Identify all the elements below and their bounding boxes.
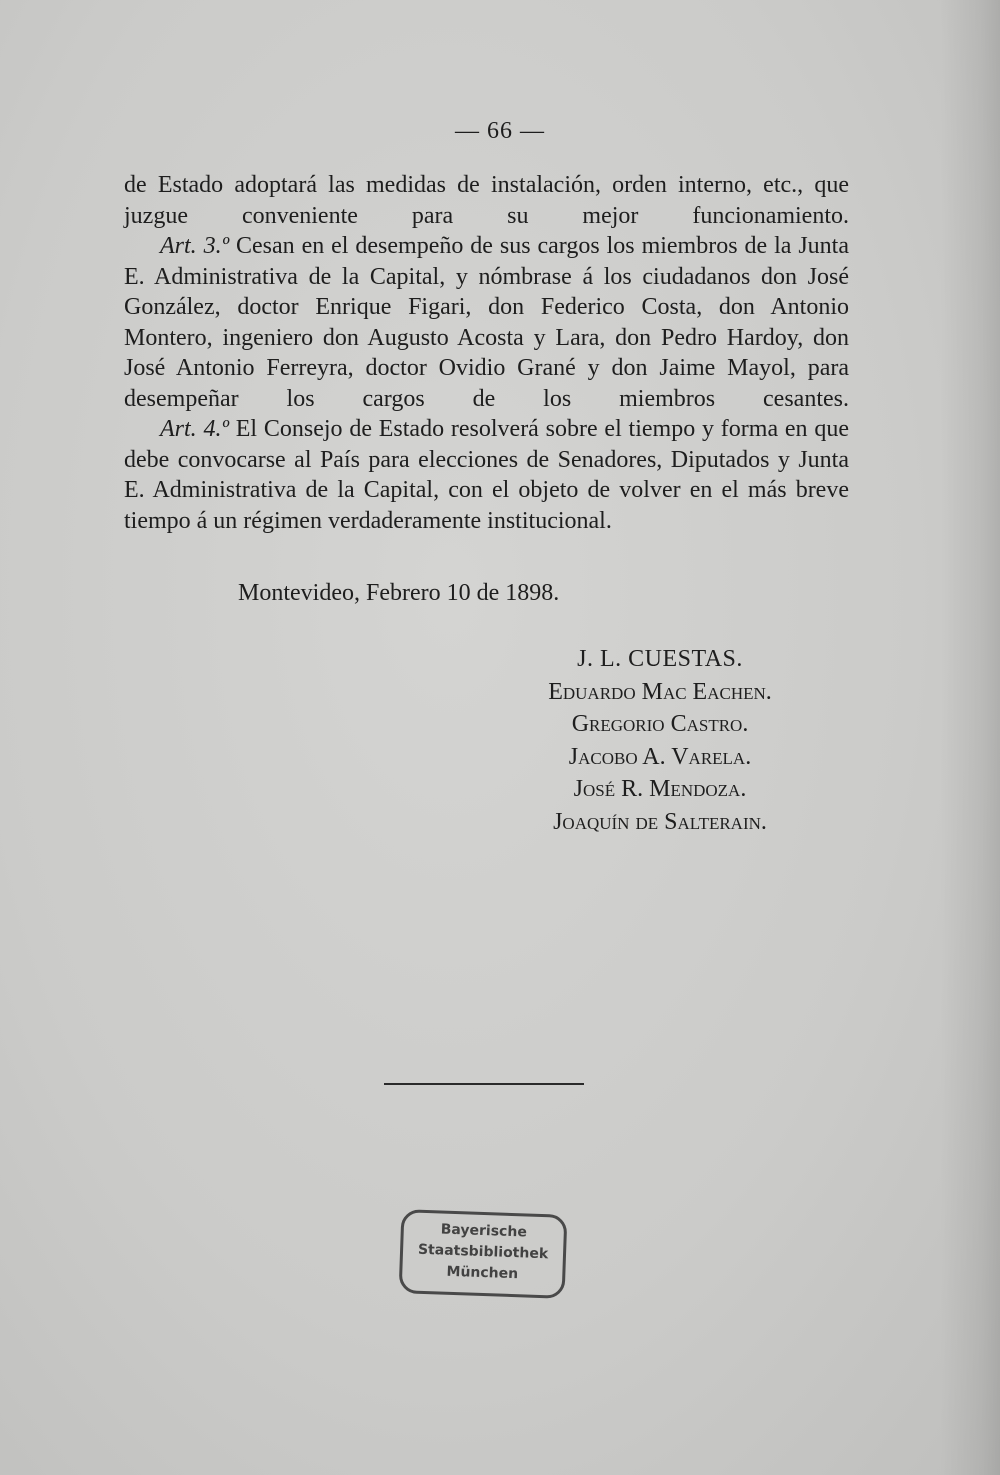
library-stamp — [399, 1209, 568, 1299]
signature-salterain: Joaquín de Salterain. — [553, 808, 767, 835]
signature-castro: Gregorio Castro. — [571, 711, 749, 737]
signature-varela: Jacobo A. Varela. — [568, 743, 752, 770]
paragraph-text: Cesan en el desempeño de sus cargos los miembros de la Junta E. Administrativa de la Capital, y nómbrase á los ciudadanos don José González, doctor Enrique Figari, don Federico Costa, don Antonio Montero, ingeniero don Augusto Acosta y Lara, don Pedro Hardoy, don José Antonio Ferreyra, doctor Ovidio Grané y don Jaime Mayol, para desempeñar los cargos de los miembros cesantes. — [124, 233, 849, 412]
signature-mac-eachen: Eduardo Mac Eachen. — [548, 678, 772, 705]
stamp-line-2: Staatsbibliothek — [417, 1241, 549, 1263]
date-line: Montevideo, Febrero 10 de 1898. — [238, 580, 560, 606]
paragraph-article-4 — [124, 414, 849, 536]
signature-mendoza: José R. Mendoza. — [573, 776, 747, 802]
page-number: — 66 — — [455, 118, 545, 144]
paragraph-continuation — [124, 170, 849, 231]
page-gutter-shadow — [940, 0, 1000, 1475]
paragraph-text: El Consejo de Estado resolverá sobre el tiempo y forma en que debe convocarse al País para elecciones de Senadores, Diputados y Junta E. Administrativa de la Capital, con el objeto de volver en el más breve tiempo á un régimen verdaderamente institucional. — [124, 416, 850, 534]
paragraph-article-3 — [124, 231, 849, 414]
decree-body — [124, 170, 849, 536]
paragraph-text: de Estado adoptará las medidas de instalación, orden interno, etc., que juzgue conveniente para su mejor funcionamiento. — [124, 172, 849, 229]
article-label: Art. 3.º — [160, 233, 230, 259]
article-label: Art. 4.º — [160, 416, 229, 442]
signature-cuestas: J. L. CUESTAS. — [577, 646, 743, 672]
stamp-line-3: München — [446, 1263, 519, 1283]
section-rule — [384, 1083, 584, 1085]
stamp-line-1: Bayerische — [440, 1221, 528, 1241]
signature-block — [480, 643, 840, 838]
